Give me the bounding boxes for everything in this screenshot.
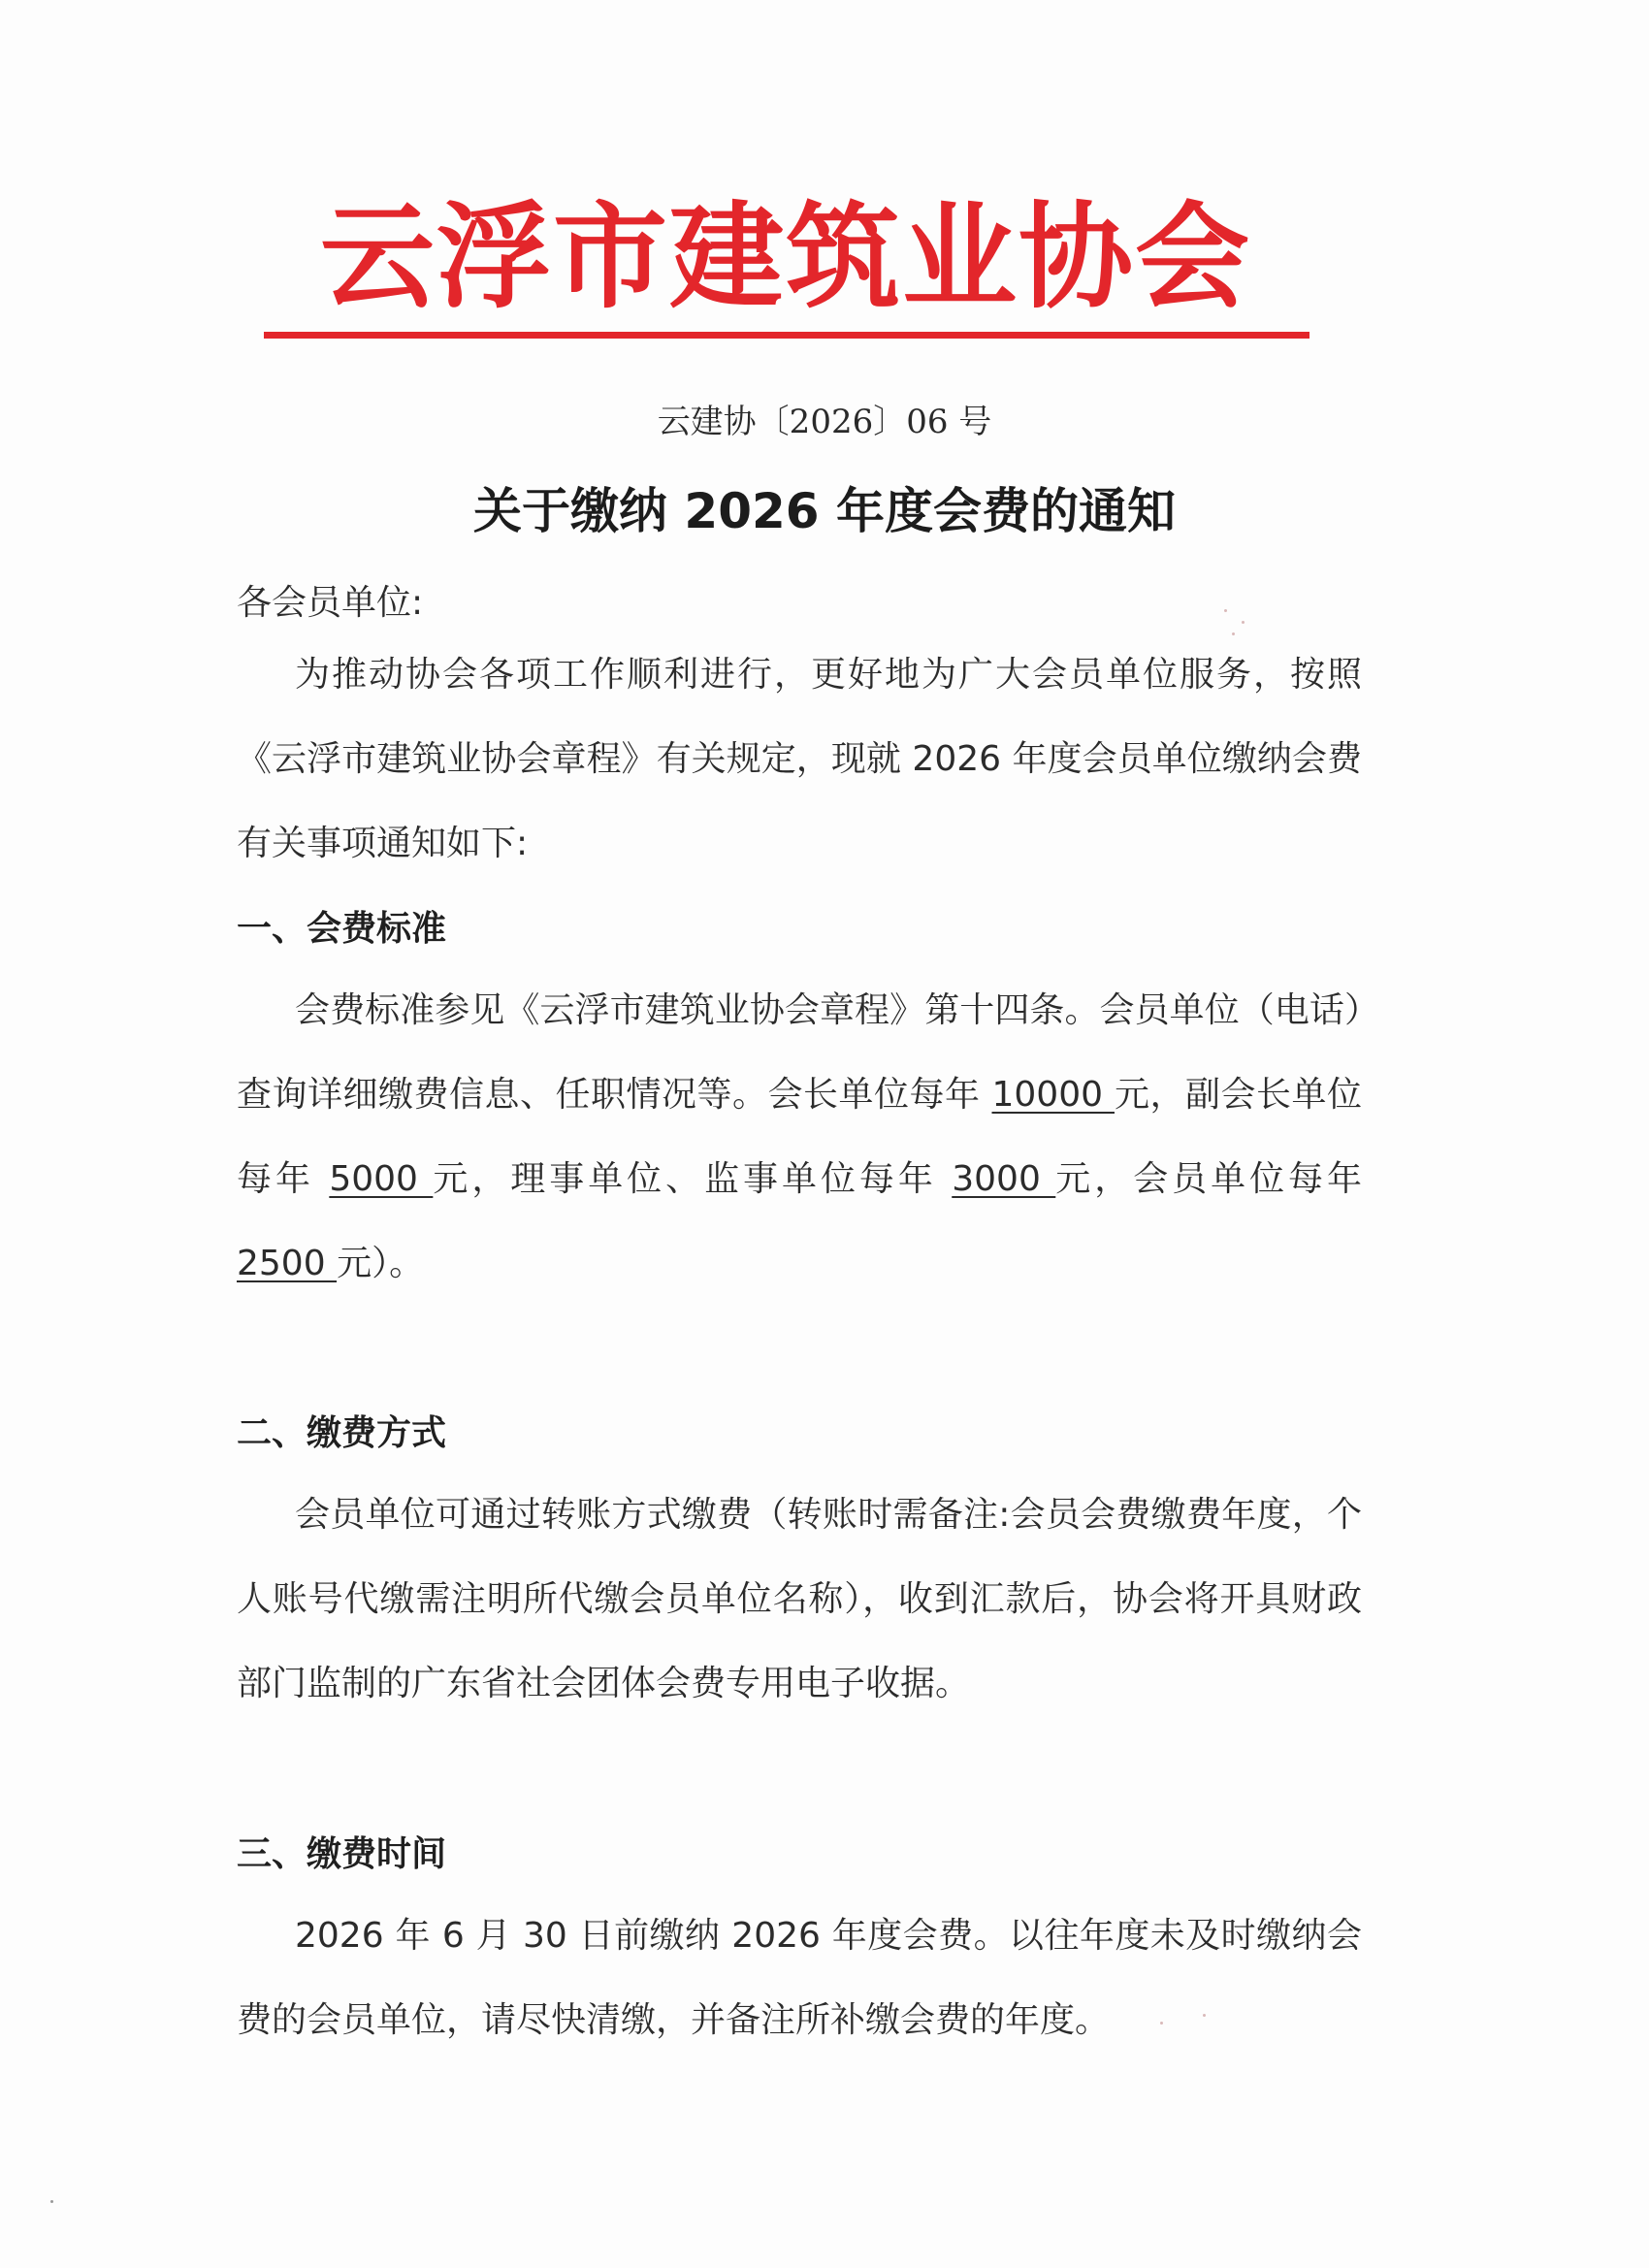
member-fee-amount: 2500 [237,1244,338,1283]
director-fee-amount: 3000 [952,1159,1056,1199]
fee-text-2: 元，副会长单位每年 [237,1075,1362,1199]
fee-text-5: 元）。 [337,1244,425,1283]
section-heading-fee-standard: 一、会费标准 [237,909,447,949]
president-fee-amount: 10000 [991,1075,1115,1115]
fee-text-1: 会费标准参见《云浮市建筑业协会章程》第十四条。会员单位（电话）查询详细缴费信息、任职情况等。会长单位每年 [237,990,1362,1115]
section-heading-payment-time: 三、缴费时间 [237,1834,447,1874]
fee-text-3: 元，理事单位、监事单位每年 [433,1159,953,1199]
salutation: 各会员单位: [237,583,424,623]
scan-speck [1232,632,1235,635]
section-heading-payment-method: 二、缴费方式 [237,1413,447,1453]
payment-time-paragraph: 2026 年 6 月 30 日前缴纳 2026 年度会费。以往年度未及时缴纳会费的会员单位，请尽快清缴，并备注所补缴会费的年度。 [237,1916,1362,2040]
scan-speck [1160,2022,1163,2025]
document-number: 云建协〔2026〕06 号 [657,403,992,441]
fee-standard-paragraph [237,968,1362,1306]
scan-speck [50,2200,53,2203]
organization-masthead: 云浮市建筑业协会 [319,189,1251,324]
vice-president-fee-amount: 5000 [329,1159,434,1199]
masthead-red-rule [264,332,1310,339]
fee-text-4: 元，会员单位每年 [1055,1159,1362,1199]
payment-method-paragraph: 会员单位可通过转账方式缴费（转账时需备注:会员会费缴费年度，个人账号代缴需注明所代缴会员单位名称），收到汇款后，协会将开具财政部门监制的广东省社会团体会费专用电子收据。 [237,1495,1362,1703]
scan-speck [1242,621,1245,624]
intro-paragraph: 为推动协会各项工作顺利进行，更好地为广大会员单位服务，按照《云浮市建筑业协会章程》有关规定，现就 2026 年度会员单位缴纳会费有关事项通知如下: [237,655,1362,863]
scan-speck [1224,609,1227,612]
notice-title: 关于缴纳 2026 年度会费的通知 [473,483,1176,539]
scan-speck [1203,2014,1206,2017]
